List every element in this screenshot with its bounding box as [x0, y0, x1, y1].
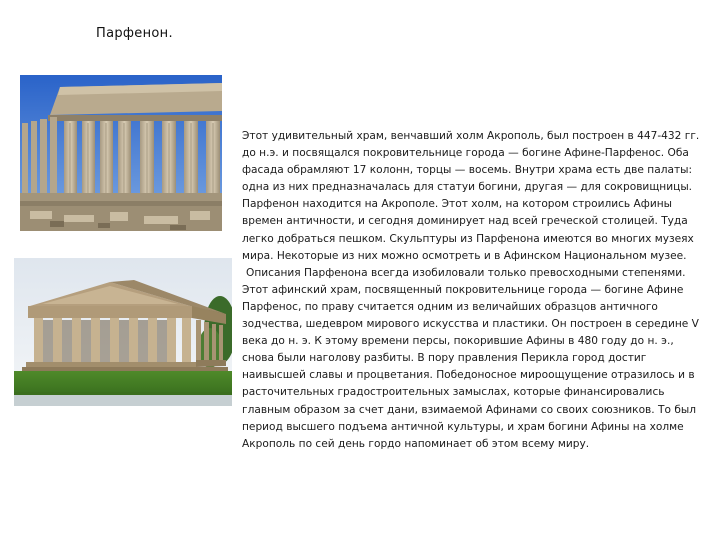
parthenon-ruins-photo	[20, 75, 222, 231]
slide-title: Парфенон.	[96, 26, 173, 41]
paragraph-2: Описания Парфенона всегда изобиловали только превосходными степенями. Этот афинский храм, посвященный покровительнице города — богине Афине Парфенос, по праву считается одним из величайших образцов античного зодчества, шедевром мирового искусства и пластики. Он построен в середине V века до н. э. К этому времени персы, покорившие Афины в 480 году до н. э., снова были наголову разбиты. В пору правления Перикла город достиг наивысшей славы и процветания. Победоносное мироощущение отразилось и в расточительных градостроительных замыслах, которые финансировались главным образом за счет дани, взимаемой Афинами со своих союзников. То был период высшего подъема античной культуры, и храм богини Афины на холме Акрополь по сей день гордо напоминает об этом всему миру.	[242, 266, 699, 450]
article-text	[242, 128, 700, 453]
paragraph-1: Этот удивительный храм, венчавший холм Акрополь, был построен в 447-432 гг. до н.э. и посвящался покровительнице города — богине Афине-Парфенос. Оба фасада обрамляют 17 колонн, торцы — восемь. Внутри храма есть две палаты: одна из них предназначалась для статуи богини, другая — для сокровищницы. Парфенон находится на Акрополе. Этот холм, на котором строились Афины времен античности, и сегодня доминирует над всей греческой столицей. Туда легко добраться пешком. Скульптуры из Парфенона имеются во многих музеях мира. Некоторые из них можно осмотреть и в Афинском Национальном музее.	[242, 130, 700, 262]
parthenon-replica-photo	[14, 258, 232, 406]
